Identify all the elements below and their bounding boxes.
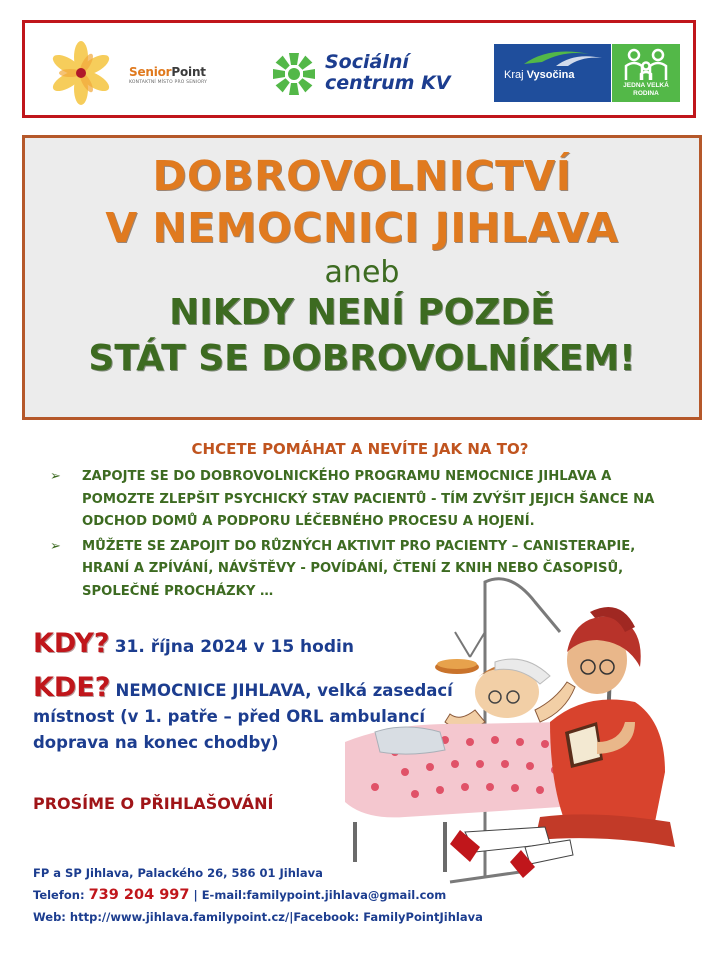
- title-box: [22, 135, 702, 420]
- logo-band: [22, 20, 696, 118]
- where-value: NEMOCNICE JIHLAVA, velká zasedací místnost (v 1. patře – před ORL ambulancí doprava na konec chodby): [33, 681, 453, 752]
- event-where: [33, 672, 463, 756]
- when-value: 31. října 2024 v 15 hodin: [114, 637, 354, 657]
- phone-label: Telefon:: [33, 888, 85, 902]
- title-line-4: STÁT SE DOBROVOLNÍKEM!: [88, 338, 636, 379]
- jedna-velka-rodina-logo: JEDNA VELKÁ RODINA: [612, 44, 680, 102]
- title-connector: aneb: [324, 255, 400, 290]
- event-when: [33, 628, 354, 660]
- title-line-3: NIKDY NENÍ POZDĚ: [169, 292, 555, 333]
- contact-line: [33, 884, 483, 906]
- registration-note: PROSÍME O PŘIHLAŠOVÁNÍ: [33, 794, 274, 813]
- family-icon: [612, 46, 680, 84]
- arrowhead-icon: ➢: [50, 469, 61, 484]
- when-label: KDY?: [33, 628, 110, 659]
- socialni-centrum-logo-text: Sociální centrum KV: [325, 51, 451, 94]
- address: FP a SP Jihlava, Palackého 26, 586 01 Jihlava: [33, 866, 323, 880]
- senior-point-flower-icon: [43, 41, 119, 105]
- title-line-1: DOBROVOLNICTVÍ: [152, 152, 572, 200]
- kraj-vysocina-logo: Kraj Vysočina: [494, 44, 611, 102]
- senior-point-name: SeniorPoint: [129, 65, 206, 79]
- arrowhead-icon: ➢: [50, 538, 61, 554]
- title-line-2: V NEMOCNICI JIHLAVA: [105, 204, 619, 252]
- phone-number: 739 204 997: [88, 887, 190, 903]
- list-item: ➢ MŮŽETE SE ZAPOJIT DO RŮZNÝCH AKTIVIT PRO PACIENTY – CANISTERAPIE, HRANÍ A ZPÍVÁNÍ, NÁVŠTĚVY - POVÍDÁNÍ, ČTENÍ Z KNIH NEBO ČASOPISŮ, SPOLEČNÉ PROCHÁZKY …: [50, 536, 680, 604]
- senior-point-logo: [129, 65, 207, 85]
- email: | E-mail:familypoint.jihlava@gmail.com: [193, 888, 447, 902]
- senior-point-tagline: KONTAKTNÍ MÍSTO PRO SENIORY: [129, 80, 208, 85]
- socialni-centrum-wheel-icon: [271, 51, 317, 97]
- call-to-action-question: CHCETE POMÁHAT A NEVÍTE JAK NA TO?: [191, 440, 529, 458]
- kraj-wave-icon: [494, 44, 611, 70]
- web-line: Web: http://www.jihlava.familypoint.cz/|Facebook: FamilyPointJihlava: [33, 910, 483, 924]
- contact-footer: [33, 862, 483, 928]
- list-item: ➢ ZAPOJTE SE DO DOBROVOLNICKÉHO PROGRAMU NEMOCNICE JIHLAVA A POMOZTE ZLEPŠIT PSYCHICKÝ STAV PACIENTŮ - TÍM ZVÝŠIT JEJICH ŠANCE NA ODCHOD DOMŮ A PODPORU LÉČEBNÉHO PROCESU A HOJENÍ.: [50, 466, 680, 534]
- where-label: KDE?: [33, 672, 111, 703]
